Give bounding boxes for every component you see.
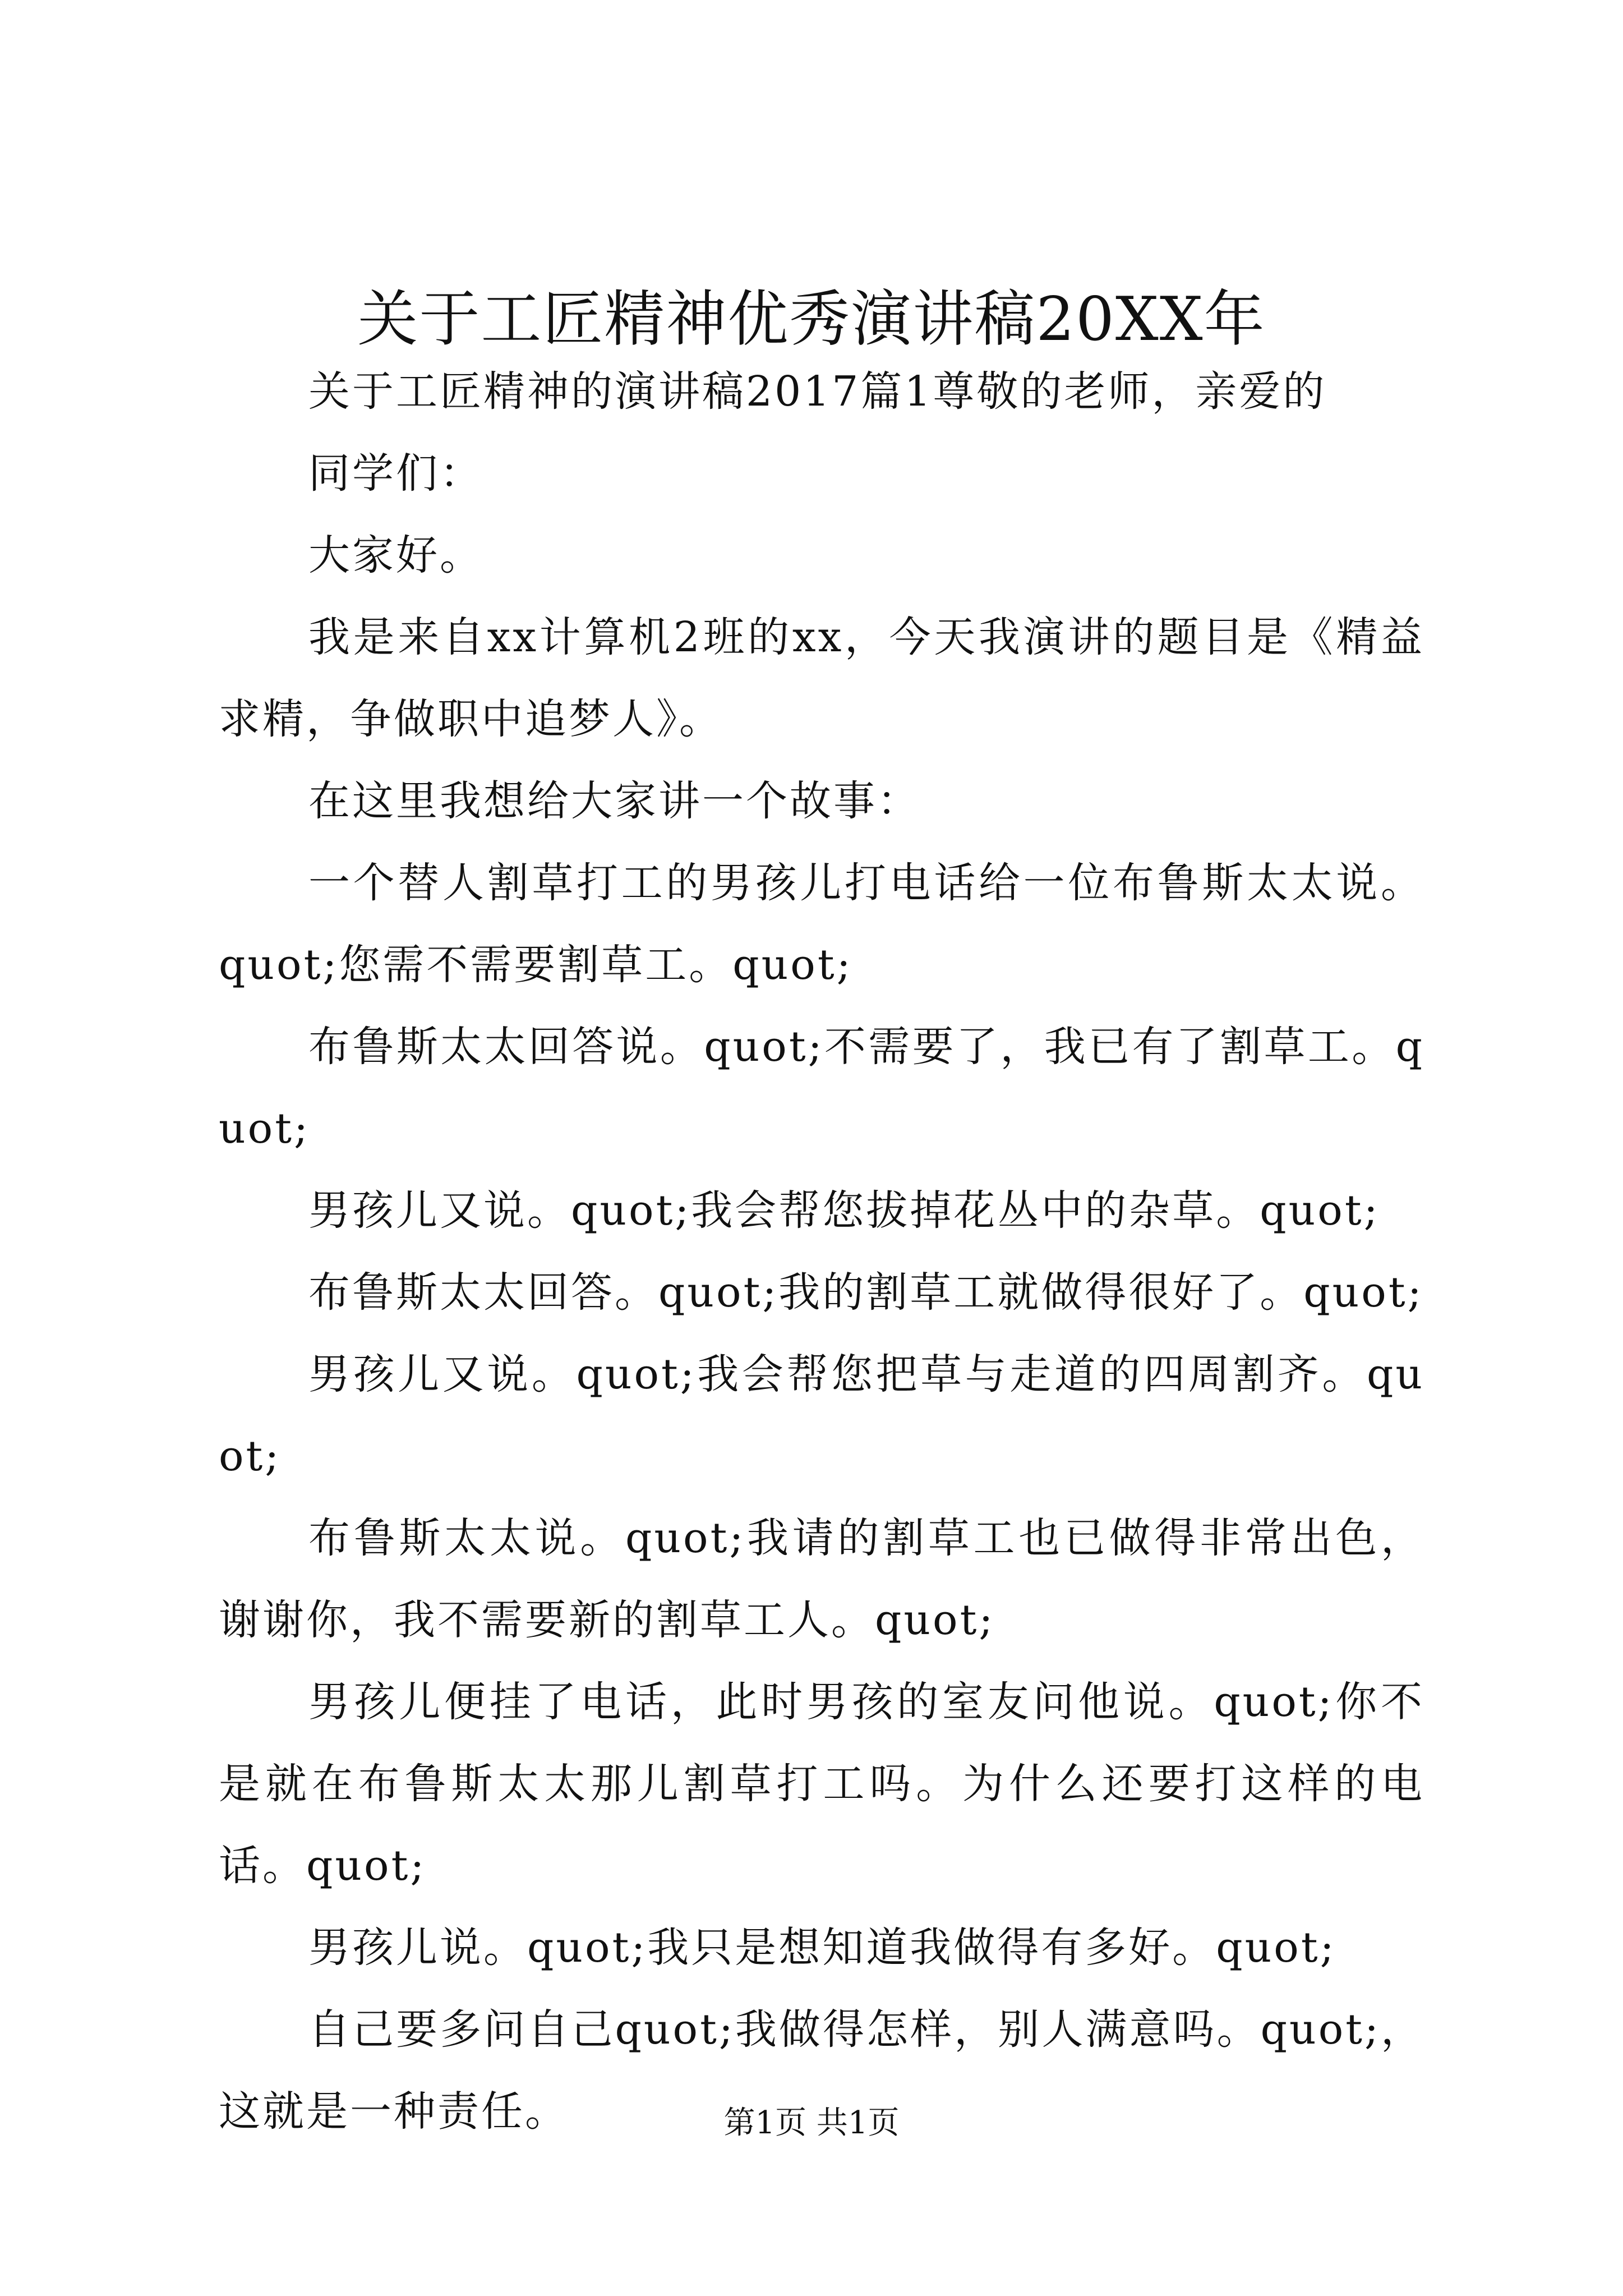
paragraph: 布鲁斯太太说。quot;我请的割草工也已做得非常出色，谢谢你，我不需要新的割草工人。quot; bbox=[219, 1514, 1424, 1644]
paragraph: 男孩儿又说。quot;我会帮您拔掉花丛中的杂草。quot; bbox=[308, 1186, 1380, 1235]
paragraph: 在这里我想给大家讲一个故事： bbox=[308, 777, 921, 825]
paragraph: 布鲁斯太太回答说。quot;不需要了，我已有了割草工。quot; bbox=[219, 1023, 1424, 1153]
document-title: 关于工匠精神优秀演讲稿20XX年 bbox=[357, 284, 1266, 355]
paragraph: 我是来自xx计算机2班的xx，今天我演讲的题目是《精益求精，争做职中追梦人》。 bbox=[219, 613, 1424, 743]
paragraph: 男孩儿便挂了电话，此时男孩的室友问他说。quot;你不是就在布鲁斯太太那儿割草打工吗。为什么还要打这样的电话。quot; bbox=[219, 1678, 1424, 1890]
paragraph: 一个替人割草打工的男孩儿打电话给一位布鲁斯太太说。quot;您需不需要割草工。quot; bbox=[219, 859, 1424, 989]
page-number-footer: 第1页 共1页 bbox=[723, 2105, 900, 2141]
paragraph: 同学们： bbox=[308, 449, 483, 498]
paragraph: 男孩儿又说。quot;我会帮您把草与走道的四周割齐。quot; bbox=[219, 1350, 1424, 1480]
paragraph: 自己要多问自己quot;我做得怎样，别人满意吗。quot;，这就是一种责任。 bbox=[219, 2005, 1424, 2136]
document-body bbox=[219, 351, 1424, 2152]
paragraph: 关于工匠精神的演讲稿2017篇1尊敬的老师，亲爱的 bbox=[308, 367, 1327, 416]
paragraph: 男孩儿说。quot;我只是想知道我做得有多好。quot; bbox=[308, 1924, 1336, 1972]
paragraph: 大家好。 bbox=[308, 531, 483, 579]
paragraph: 布鲁斯太太回答。quot;我的割草工就做得很好了。quot; bbox=[308, 1268, 1424, 1317]
